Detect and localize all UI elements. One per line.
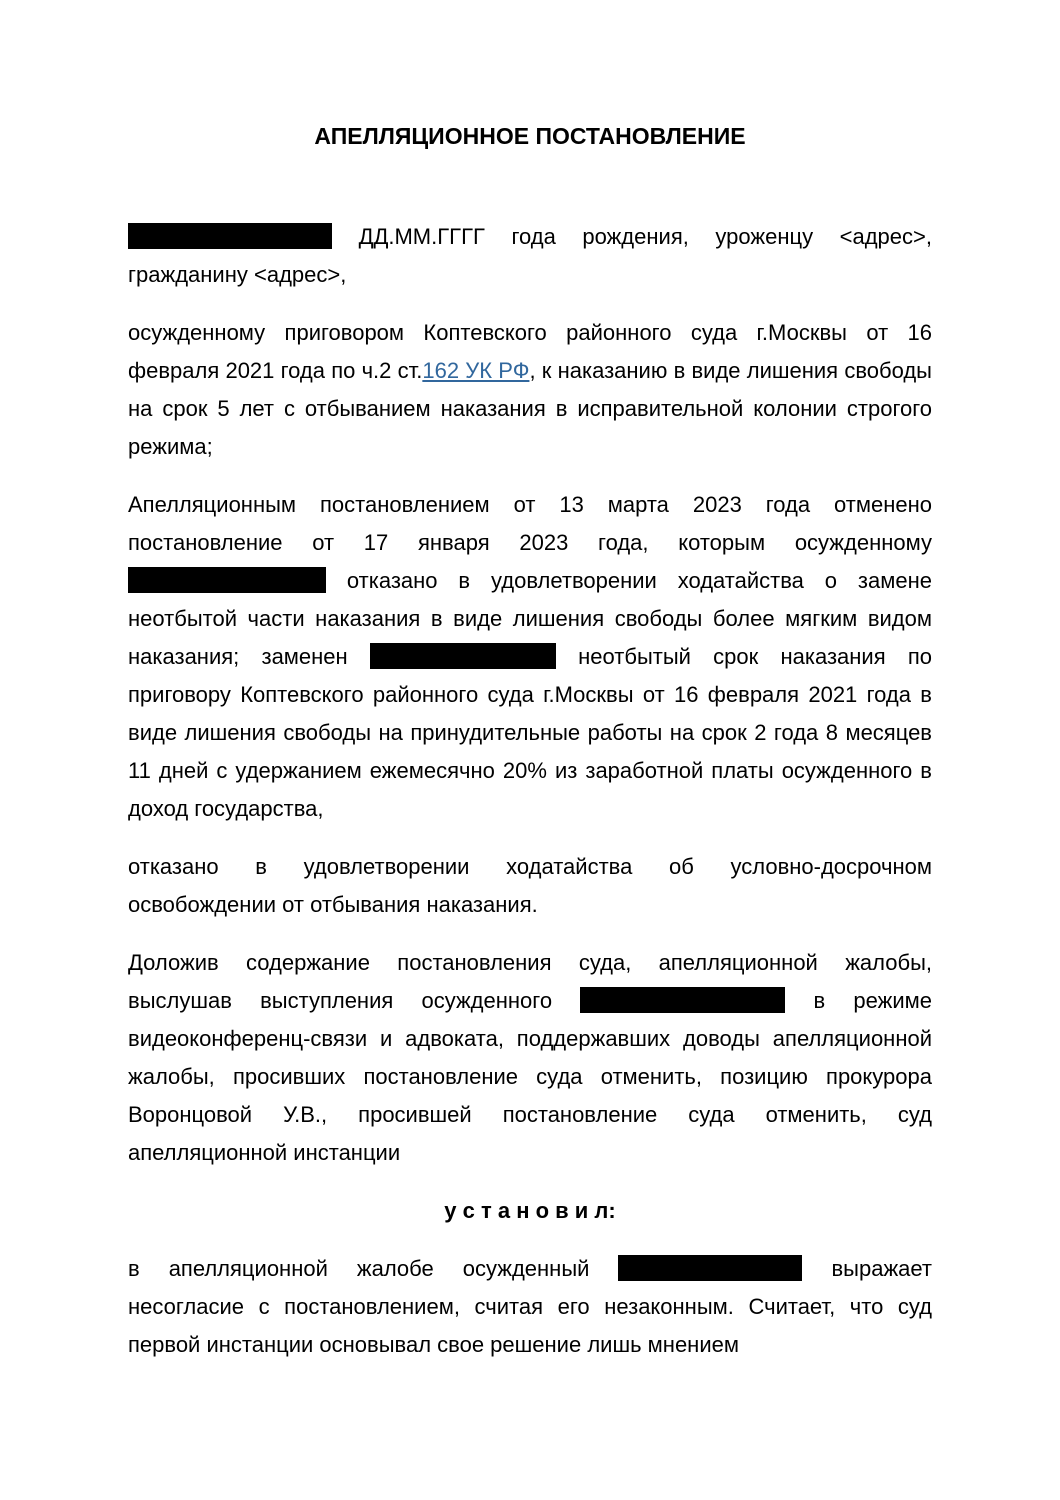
paragraph-text: Доложив содержание постановления суда, апелляционной жалобы, выслушав выступления осужденного [128, 950, 932, 1013]
redaction-bar [580, 987, 785, 1013]
paragraph-text: Апелляционным постановлением от 13 марта 2023 года отменено постановление от 17 января 2023 года, которым осужденному [128, 492, 932, 555]
paragraph-text: отказано в удовлетворении ходатайства об условно-досрочном освобождении от отбывания наказания. [128, 854, 932, 917]
paragraph-text: , к наказанию в виде лишения свободы на срок 5 лет с отбыванием наказания в исправительной колонии строгого режима; [128, 358, 932, 459]
redaction-bar [618, 1255, 802, 1281]
paragraph-text: осужденному приговором Коптевского районного суда г.Москвы от 16 февраля 2021 года по ч.2 ст. [128, 320, 932, 383]
paragraph-parole-denial [128, 848, 932, 924]
paragraph-appeal-history [128, 486, 932, 828]
paragraph-text: неотбытый срок наказания по приговору Коптевского районного суда г.Москвы от 16 февраля 2021 года в виде лишения свободы на принудительные работы на срок 2 года 8 месяцев 11 дней с удержанием ежемесячно 20% из заработной платы осужденного в доход государства, [128, 644, 932, 821]
ruling-heading: у с т а н о в и л: [444, 1198, 616, 1223]
paragraph-text: ДД.ММ.ГГГГ года рождения, уроженцу <адрес>, гражданину <адрес>, [128, 224, 932, 287]
redaction-bar [128, 223, 332, 249]
criminal-code-article-link[interactable]: 162 УК РФ [422, 358, 530, 383]
paragraph-convict-identity [128, 218, 932, 294]
paragraph-sentence-details [128, 314, 932, 466]
paragraph-text: выражает несогласие с постановлением, считая его незаконным. Считает, что суд первой инстанции основывал свое решение лишь мнением [128, 1256, 932, 1357]
paragraph-text: в апелляционной жалобе осужденный [128, 1256, 590, 1281]
paragraph-appeal-argument [128, 1250, 932, 1364]
paragraph-text: отказано в удовлетворении ходатайства о замене неотбытой части наказания в виде лишения свободы более мягким видом наказания; заменен [128, 568, 932, 669]
document-title: АПЕЛЛЯЦИОННОЕ ПОСТАНОВЛЕНИЕ [314, 123, 746, 149]
redaction-bar [370, 643, 556, 669]
paragraph-hearing-summary [128, 944, 932, 1172]
redaction-bar [128, 567, 326, 593]
paragraph-text: в режиме видеоконференц-связи и адвоката, поддержавших доводы апелляционной жалобы, просивших постановление суда отменить, позицию прокурора Воронцовой У.В., просившей постановление суда отменить, суд апелляционной инстанции [128, 988, 932, 1165]
